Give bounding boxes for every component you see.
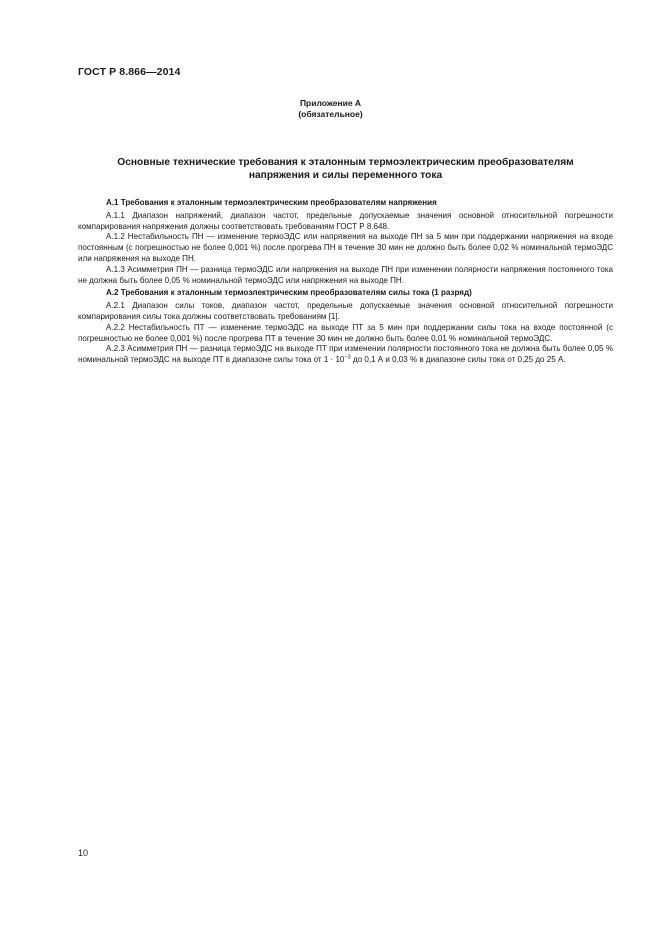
exponent: −3 [344, 354, 351, 361]
appendix-heading [78, 156, 613, 182]
paragraph-a1-3: А.1.3 Асимметрия ПН — разница термоЭДС или напряжения на выходе ПН при изменении полярности напряжения постоянного тока не должна быть более 0,05 % номинальной термоЭДС или напряжения на выходе ПН. [78, 264, 613, 285]
appendix-label [0, 98, 661, 120]
paragraph-a1-1: А.1.1 Диапазон напряжений, диапазон частот, предельные допускаемые значения основной относительной погрешности компарирования напряжения должны соответствовать требованиям ГОСТ Р 8.648. [78, 210, 613, 231]
paragraph-a2-3-text-start: А.2.3 Асимметрия ПН — разница термоЭДС на выходе ПТ при изменении полярности постоянного тока не должна быть более 0,05 % номинальной термоЭДС на выходе ПТ в диапазоне силы тока от 1 · 10 [78, 344, 613, 365]
paragraph-a2-2: А.2.2 Нестабильность ПТ — изменение термоЭДС на выходе ПТ за 5 мин при поддержании силы тока на входе постоянной (с погрешностью не более 0,001 %) после прогрева ПТ в течение 30 мин не должно быть более 0,01 % номинальной термоЭДС. [78, 322, 613, 343]
appendix-title: Приложение А [299, 98, 362, 108]
paragraph-a1-2: А.1.2 Нестабильность ПН — изменение термоЭДС или напряжения на выходе ПН за 5 мин при поддержании напряжения на входе постоянным (с погрешностью не более 0,001 %) после прогрева ПН в течение 30 мин не должно быть более 0,02 % номинальной термоЭДС или напряжения на выходе ПН. [78, 232, 613, 263]
paragraph-a2-1: А.2.1 Диапазон силы токов, диапазон частот, предельные допускаемые значения основной относительной погрешности компарирования силы тока должны соответствовать требованиям [1]. [78, 301, 613, 321]
document-body [78, 197, 613, 366]
appendix-status: (обязательное) [298, 109, 363, 119]
document-code-header: ГОСТ Р 8.866—2014 [78, 66, 181, 78]
section-heading-a2: А.2 Требования к эталонным термоэлектрическим преобразователям силы тока (1 разряд) [106, 288, 472, 298]
appendix-heading-line-2: напряжения и силы переменного тока [248, 170, 443, 181]
paragraph-a2-3-text-end: до 0,1 А и 0,03 % в диапазоне силы тока от 0,25 до 25 А. [350, 355, 566, 365]
paragraph-a2-3 [78, 344, 613, 366]
appendix-heading-line-1: Основные технические требования к эталонным термоэлектрическим преобразователям [117, 157, 574, 168]
section-heading-a1: А.1 Требования к эталонным термоэлектрическим преобразователям напряжения [106, 198, 437, 207]
page-number: 10 [78, 848, 89, 858]
